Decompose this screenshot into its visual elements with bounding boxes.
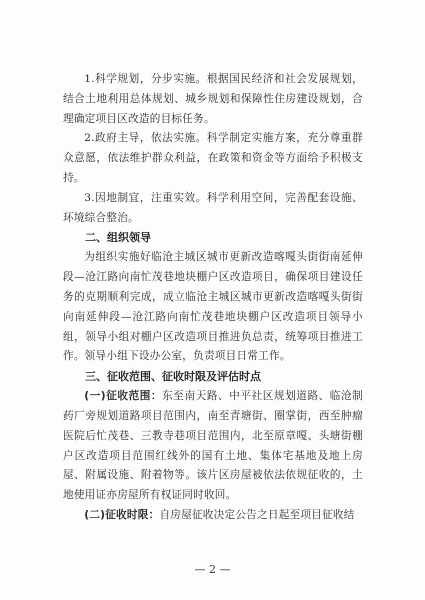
principle-3-paragraph: 3.因地制宜，注重实效。科学利用空间，完善配套设施、环境综合整治。: [63, 191, 363, 224]
section-heading-organization: 二、组织领导: [85, 231, 151, 245]
page-number: — 2 —: [194, 563, 231, 576]
principle-2-paragraph: 2.政府主导，依法实施。科学制定实施方案，充分尊重群众意愿，依法维护群众利益，在政策和资金等方面给予积极支持。: [63, 132, 363, 184]
document-body: [63, 70, 363, 526]
time-limit-label: (二)征收时限：: [84, 508, 160, 521]
time-limit-text: 自房屋征收决定公告之日起至项目征收结: [159, 508, 355, 521]
scope-label: (一)征收范围：: [84, 390, 163, 403]
scope-paragraph: [63, 387, 363, 506]
time-limit-paragraph: [63, 506, 363, 526]
section-heading-scope: 三、征收范围、征收时限及评估时点: [85, 370, 261, 384]
principle-1-paragraph: 1.科学规划，分步实施。根据国民经济和社会发展规划，结合土地利用总体规划、城乡规划和保障性住房建设规划，合理确定项目区改造的目标任务。: [63, 73, 363, 125]
organization-paragraph: 为组织实施好临沧主城区城市更新改造喀嘎头街街南延伸段—沧江路向南忙茂巷地块棚户区改造项目，确保项目建设任务的克期顺利完成，成立临沧主城区城市更新改造喀嘎头街街向南延伸段—沧江路向南忙茂巷地块棚户区改造项目领导小组，领导小组对棚户区改造项目推进负总责，统筹项目推进工作。领导小组下设办公室，负责项目日常工作。: [63, 251, 363, 363]
scope-text: 东至南天路、中平社区规划道路、临沧制药厂旁规划道路项目范围内，南至青塘街、圈掌街，西至肿瘤医院后忙茂巷、三教寺巷项目范围内，北至原章嘎、头塘街棚户区改造项目范围红线外的国有土地、集体宅基地及地上房屋、附属设施、附着物等。该片区房屋被依法依规征收的，土地使用证亦房屋所有权证同时收回。: [63, 390, 364, 502]
